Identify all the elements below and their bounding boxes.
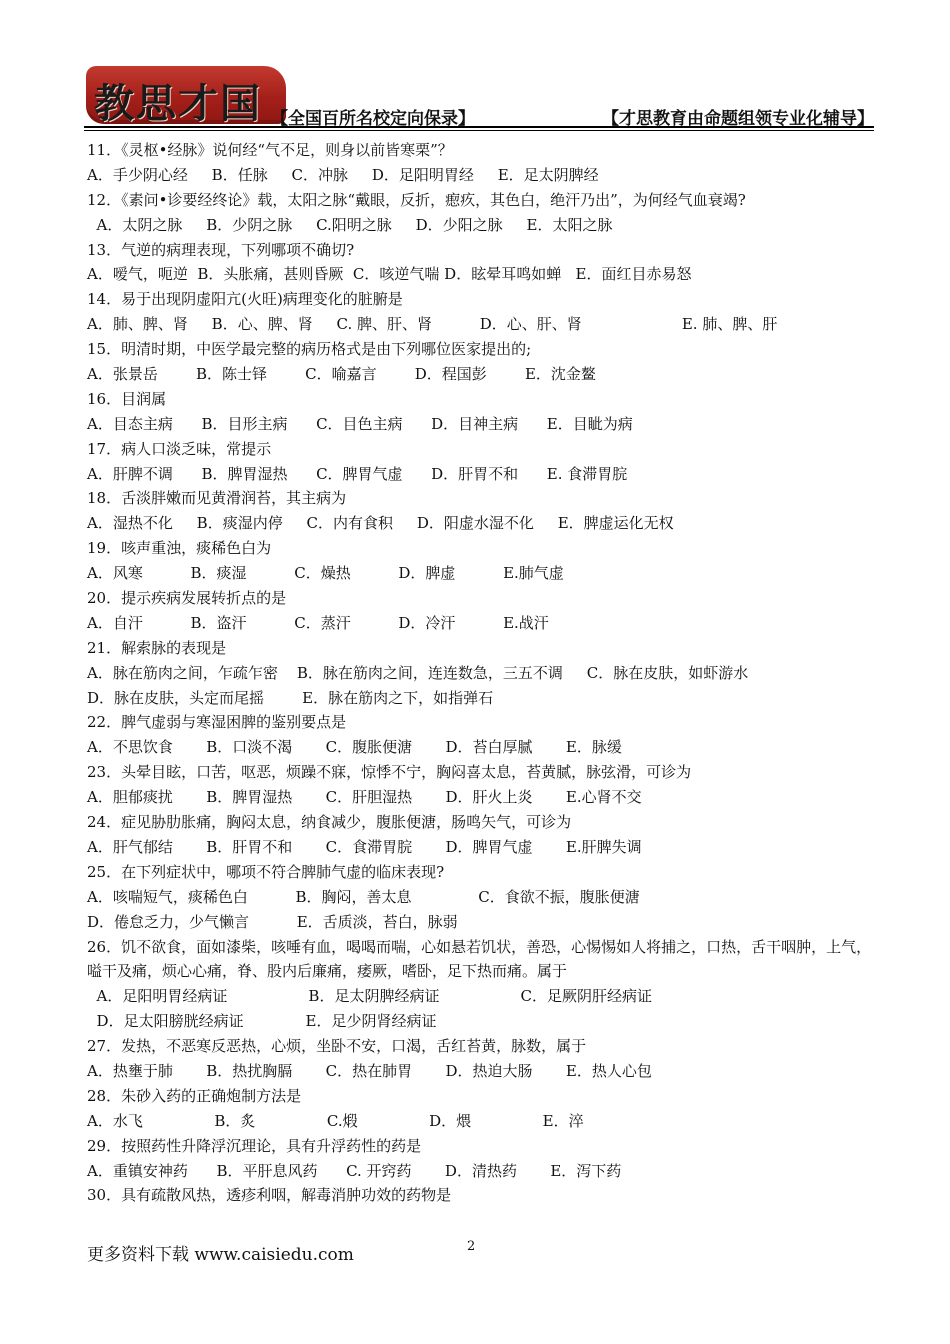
question-list — [87, 138, 877, 1208]
answer-options: A．不思饮食 B．口淡不渴 C．腹胀便溏 D．苔白厚腻 E．脉缓 — [87, 738, 622, 757]
answer-options: A．肺、脾、肾 B．心、脾、肾 C. 脾、肝、肾 D．心、肝、肾 E. 肺、脾、肝 — [87, 315, 778, 334]
question-stem: 16．目润属 — [87, 389, 167, 408]
answer-options: A．脉在筋肉之间，乍疏乍密 B．脉在筋肉之间，连连数急，三五不调 C．脉在皮肤，如虾游水 — [87, 663, 749, 682]
question-stem: 19．咳声重浊，痰稀色白为 — [87, 539, 272, 558]
question-stem: 30．具有疏散风热，透疹利咽，解毒消肿功效的药物是 — [87, 1186, 452, 1205]
answer-options: A．目态主病 B．目形主病 C．目色主病 D．目神主病 E．目眦为病 — [87, 414, 633, 433]
question-stem: 24．症见胁肋胀痛，胸闷太息，纳食减少，腹胀便溏，肠鸣矢气，可诊为 — [87, 813, 572, 832]
answer-options: D．倦怠乏力，少气懒言 E．舌质淡，苔白，脉弱 — [87, 912, 458, 931]
answer-options: A．肝脾不调 B．脾胃湿热 C．脾胃气虚 D．肝胃不和 E. 食滞胃脘 — [87, 464, 628, 483]
question-stem: 29．按照药性升降浮沉理论，具有升浮药性的药是 — [87, 1136, 422, 1155]
footer-download-link[interactable]: 更多资料下载 www.caisiedu.com — [87, 1245, 354, 1265]
header-rule — [84, 126, 874, 128]
answer-options: A．风寒 B．痰湿 C．燥热 D．脾虚 E.肺气虚 — [87, 564, 564, 583]
question-stem: 18．舌淡胖嫩而见黄滑润苔，其主病为 — [87, 489, 347, 508]
question-stem: 12．《素问•诊要经终论》载，太阳之脉“戴眼，反折，瘛疚，其色白，绝汗乃出”，为何经气血衰竭? — [87, 190, 746, 209]
logo — [86, 66, 286, 124]
question-stem: 25．在下列症状中，哪项不符合脾肺气虚的临床表现? — [87, 862, 445, 881]
question-stem: 13．气逆的病理表现，下列哪项不确切? — [87, 240, 355, 259]
answer-options: A．水飞 B．炙 C.煅 D．煨 E．淬 — [87, 1111, 584, 1130]
answer-options: A．重镇安神药 B．平肝息风药 C. 开窍药 D．清热药 E．泻下药 — [87, 1161, 622, 1180]
answer-options: A．胆郁痰扰 B．脾胃湿热 C．肝胆湿热 D．肝火上炎 E.心肾不交 — [87, 788, 642, 807]
answer-options: A．湿热不化 B．痰湿内停 C．内有食积 D．阳虚水湿不化 E．脾虚运化无权 — [87, 514, 674, 533]
question-stem: 15．明清时期，中医学最完整的病历格式是由下列哪位医家提出的; — [87, 340, 532, 359]
question-stem: 14．易于出现阴虚阳亢(火旺)病理变化的脏腑是 — [87, 290, 403, 309]
question-stem: 11．《灵枢•经脉》说何经“气不足，则身以前皆寒栗”？ — [87, 141, 453, 159]
question-stem: 17．病人口淡乏味，常提示 — [87, 439, 272, 458]
question-stem: 26．饥不欲食，面如漆柴，咳唾有血，喝喝而喘，心如悬若饥状，善恐，心惕惕如人将捕之，口热，舌干咽肿，上气，嗌干及痛，烦心心痛，脊、股内后廉痛，痿厥，嗜卧，足下热而痛。属于 — [87, 937, 872, 981]
page-header — [84, 66, 874, 128]
answer-options: A．咳喘短气，痰稀色白 B．胸闷，善太息 C．食欲不振，腹胀便溏 — [87, 887, 640, 906]
question-stem: 21．解索脉的表现是 — [87, 638, 227, 657]
header-tag-right: 【才思教育由命题组领专业化辅导】 — [602, 109, 874, 129]
question-stem: 22．脾气虚弱与寒湿困脾的鉴别要点是 — [87, 713, 347, 732]
answer-options: D．足太阳膀胱经病证 E．足少阴肾经病证 — [87, 1012, 437, 1031]
question-stem: 28．朱砂入药的正确炮制方法是 — [87, 1086, 302, 1105]
answer-options: A．自汗 B．盗汗 C．蒸汗 D．冷汗 E.战汗 — [87, 613, 549, 632]
answer-options: A．足阳明胃经病证 B．足太阴脾经病证 C．足厥阴肝经病证 — [87, 987, 652, 1006]
answer-options: A．肝气郁结 B．肝胃不和 C．食滞胃脘 D．脾胃气虚 E.肝脾失调 — [87, 837, 642, 856]
question-stem: 27．发热，不恶寒反恶热，心烦，坐卧不安，口渴，舌红苔黄，脉数，属于 — [87, 1037, 587, 1056]
header-rule-thin — [84, 130, 874, 131]
answer-options: D．脉在皮肤，头定而尾摇 E．脉在筋肉之下，如指弹石 — [87, 688, 494, 707]
answer-options: A．太阴之脉 B．少阴之脉 C.阳明之脉 D．少阳之脉 E．太阳之脉 — [87, 215, 613, 234]
answer-options: A．嗳气，呃逆 B．头胀痛，甚则昏厥 C．咳逆气喘 D．眩晕耳鸣如蝉 E．面红目赤易怒 — [87, 265, 692, 284]
header-tag-left: 【全国百所名校定向保录】 — [271, 109, 475, 129]
question-stem: 23．头晕目眩，口苦，呕恶，烦躁不寐，惊悸不宁，胸闷喜太息，苔黄腻，脉弦滑，可诊为 — [87, 763, 692, 782]
page-number: 2 — [467, 1239, 476, 1254]
answer-options: A．张景岳 B．陈士铎 C．喻嘉言 D．程国彭 E．沈金鳌 — [87, 365, 596, 384]
answer-options: A．手少阴心经 B．任脉 C．冲脉 D．足阳明胃经 E．足太阴脾经 — [87, 165, 599, 184]
question-stem: 20．提示疾病发展转折点的是 — [87, 589, 287, 608]
answer-options: A．热壅于肺 B．热扰胸膈 C．热在肺胃 D．热迫大肠 E．热人心包 — [87, 1061, 652, 1080]
logo-text: 教思才国 — [94, 80, 262, 124]
